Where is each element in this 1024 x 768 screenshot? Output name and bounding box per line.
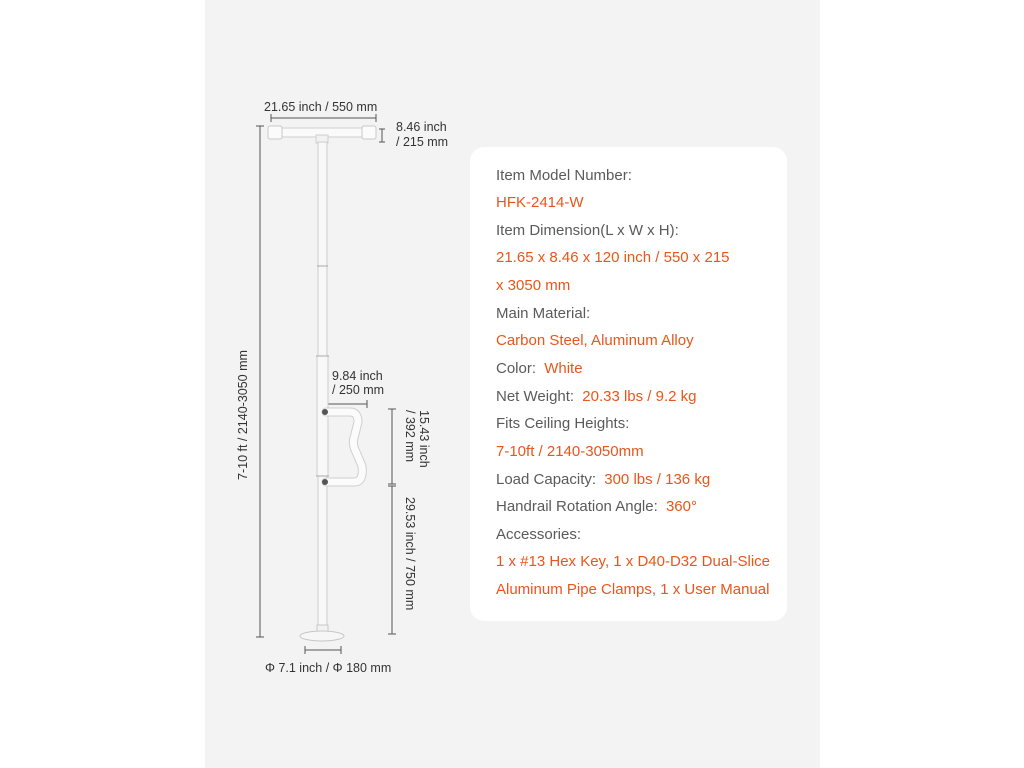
weight-value: 20.33 lbs / 9.2 kg <box>582 388 697 405</box>
handle-width-label-2: / 250 mm <box>332 383 385 397</box>
ceiling-label: Fits Ceiling Heights: <box>496 415 630 432</box>
dimension-label: Item Dimension(L x W x H): <box>496 222 679 239</box>
floor-base <box>300 625 344 641</box>
top-depth-label-1: 8.46 inch <box>396 120 447 134</box>
color-value: White <box>544 360 583 377</box>
total-height-label: 7-10 ft / 2140-3050 mm <box>236 350 250 480</box>
handle-height-label-1: 15.43 inch <box>417 410 431 468</box>
load-row <box>496 471 710 489</box>
load-value: 300 lbs / 136 kg <box>604 471 711 488</box>
accessories-label: Accessories: <box>496 526 582 543</box>
lower-height-label: 29.53 inch / 750 mm <box>403 497 417 611</box>
color-label: Color: <box>496 360 537 377</box>
model-label: Item Model Number: <box>496 167 632 184</box>
pole <box>316 142 329 630</box>
accessories-value-1: 1 x #13 Hex Key, 1 x D40-D32 Dual-Slice <box>496 553 771 570</box>
load-label: Load Capacity: <box>496 471 597 488</box>
rotation-value: 360° <box>665 498 697 515</box>
color-row <box>496 360 583 378</box>
weight-row <box>496 388 697 406</box>
material-label: Main Material: <box>496 305 591 322</box>
base-diameter-label: Φ 7.1 inch / Φ 180 mm <box>265 661 392 675</box>
spec-card <box>470 147 787 621</box>
handle-height-label-2: / 392 mm <box>403 410 417 463</box>
dimension-value-1: 21.65 x 8.46 x 120 inch / 550 x 215 <box>496 249 730 266</box>
model-value: HFK-2414-W <box>496 194 584 211</box>
accessories-value-2: Aluminum Pipe Clamps, 1 x User Manual <box>496 581 770 598</box>
top-depth-label-2: / 215 mm <box>396 135 449 149</box>
dimension-value-2: x 3050 mm <box>496 277 571 294</box>
material-value: Carbon Steel, Aluminum Alloy <box>496 332 694 349</box>
handle-width-label-1: 9.84 inch <box>332 369 383 383</box>
ceiling-value: 7-10ft / 2140-3050mm <box>496 443 644 460</box>
rotation-row <box>496 498 697 516</box>
top-width-label: 21.65 inch / 550 mm <box>264 100 378 114</box>
top-bracket <box>268 126 376 143</box>
weight-label: Net Weight: <box>496 388 575 405</box>
rotation-label: Handrail Rotation Angle: <box>496 498 658 515</box>
